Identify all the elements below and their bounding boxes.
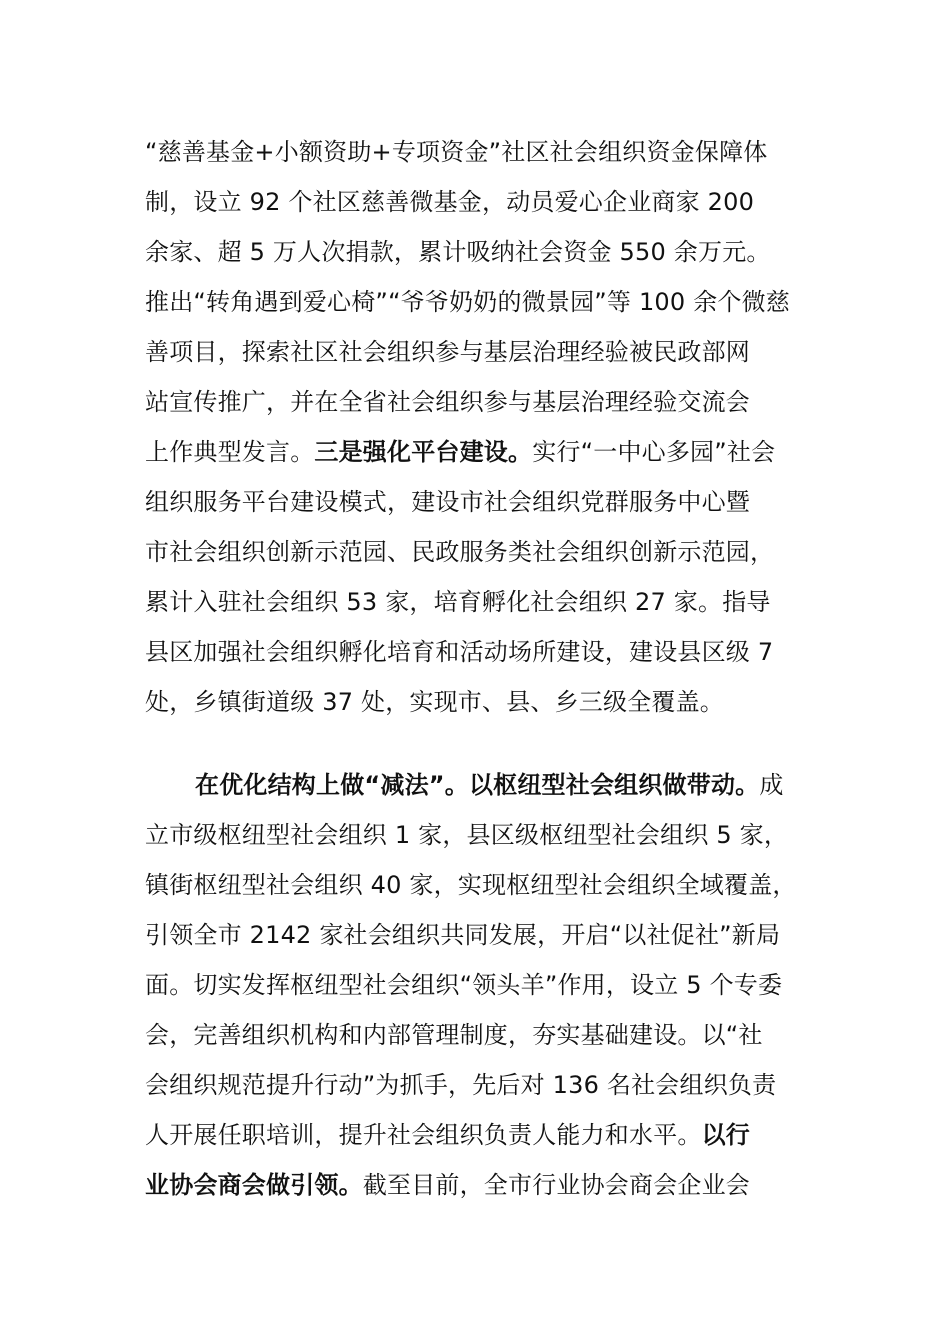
bold-heading: 以行 [701, 1121, 751, 1149]
text-run: 人开展任职培训，提升社会组织负责人能力和水平。 [145, 1121, 702, 1149]
text-line: 市社会组织创新示范园、民政服务类社会组织创新示范园， [145, 538, 775, 566]
text-line: 善项目，探索社区社会组织参与基层治理经验被民政部网 [145, 338, 750, 366]
text-line [195, 769, 895, 801]
text-line [145, 1119, 845, 1151]
text-line: 制，设立 92 个社区慈善微基金，动员爱心企业商家 200 [145, 188, 755, 216]
text-line: “慈善基金+小额资助+专项资金”社区社会组织资金保障体 [145, 138, 768, 166]
text-run: 成 [759, 771, 784, 799]
text-line: 站宣传推广，并在全省社会组织参与基层治理经验交流会 [145, 388, 750, 416]
text-line: 组织服务平台建设模式，建设市社会组织党群服务中心暨 [145, 488, 750, 516]
bold-heading: 业协会商会做引领。 [145, 1171, 363, 1199]
text-line: 县区加强社会组织孵化培育和活动场所建设，建设县区级 7 [145, 638, 774, 666]
text-line: 会组织规范提升行动”为抓手，先后对 136 名社会组织负责 [145, 1071, 777, 1099]
text-run: 上作典型发言。 [145, 438, 315, 466]
text-line: 面。切实发挥枢纽型社会组织“领头羊”作用，设立 5 个专委 [145, 971, 783, 999]
text-line: 处，乡镇街道级 37 处，实现市、县、乡三级全覆盖。 [145, 688, 724, 716]
text-line [145, 1169, 845, 1201]
text-line: 引领全市 2142 家社会组织共同发展，开启“以社促社”新局 [145, 921, 781, 949]
text-line: 镇街枢纽型社会组织 40 家，实现枢纽型社会组织全域覆盖， [145, 871, 797, 899]
text-run: 截至目前，全市行业协会商会企业会 [362, 1171, 751, 1199]
bold-heading: 三是强化平台建设。 [314, 438, 533, 466]
text-line [145, 436, 845, 468]
text-line: 会，完善组织机构和内部管理制度，夯实基础建设。以“社 [145, 1021, 763, 1049]
text-line: 推出“转角遇到爱心椅”“爷爷奶奶的微景园”等 100 余个微慈 [145, 288, 790, 316]
bold-heading: 在优化结构上做“减法”。以枢纽型社会组织做带动。 [195, 771, 760, 799]
text-line: 累计入驻社会组织 53 家，培育孵化社会组织 27 家。指导 [145, 588, 771, 616]
text-line: 余家、超 5 万人次捐款，累计吸纳社会资金 550 余万元。 [145, 238, 771, 266]
text-run: 实行“一中心多园”社会 [532, 438, 776, 466]
text-line: 立市级枢纽型社会组织 1 家，县区级枢纽型社会组织 5 家， [145, 821, 789, 849]
